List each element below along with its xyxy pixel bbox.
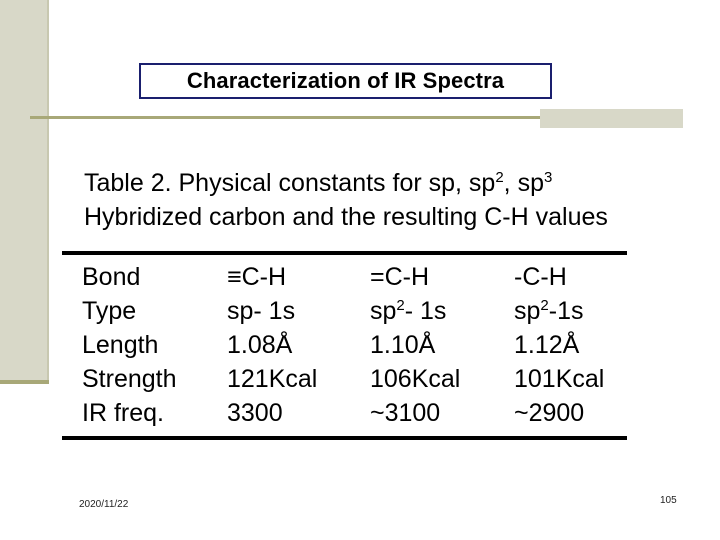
left-decor-bar-edge	[47, 0, 49, 384]
table-caption	[84, 166, 704, 234]
row-label-length: Length	[82, 331, 159, 359]
table-row-labels	[82, 260, 177, 430]
cell-ir-freq: ~2900	[514, 399, 585, 427]
caption-line-1-prefix: Table 2. Physical constants for sp, sp	[84, 169, 496, 197]
footer-page-number: 105	[660, 495, 677, 506]
left-decor-bar	[0, 0, 47, 384]
cell-length: 1.10Å	[370, 331, 436, 359]
row-label-strength: Strength	[82, 365, 177, 393]
cell-bond: =C-H	[370, 263, 430, 291]
title-underline-rule	[30, 116, 540, 119]
caption-line-1-mid: , sp	[503, 169, 544, 197]
cell-type-sup: 2	[396, 297, 405, 314]
cell-type-suffix: - 1s	[404, 297, 447, 325]
cell-length: 1.12Å	[514, 331, 580, 359]
cell-ir-freq: 3300	[227, 399, 283, 427]
table-column-sp3-alkane	[514, 260, 604, 430]
cell-ir-freq: ~3100	[370, 399, 441, 427]
caption-sup-1: 2	[495, 169, 504, 186]
table-column-sp	[227, 260, 317, 430]
cell-type-suffix: -1s	[548, 297, 584, 325]
footer-date: 2020/11/22	[79, 499, 129, 510]
cell-type-prefix: sp	[514, 297, 541, 325]
cell-type	[227, 294, 317, 328]
table-top-rule	[62, 251, 627, 255]
caption-sup-2: 3	[543, 169, 553, 186]
cell-bond: ≡C-H	[227, 263, 287, 291]
left-decor-bar-bottom	[0, 380, 49, 384]
cell-bond: -C-H	[514, 263, 567, 291]
cell-type	[514, 294, 604, 328]
cell-length: 1.08Å	[227, 331, 293, 359]
row-label-ir-freq: IR freq.	[82, 399, 164, 427]
cell-type	[370, 294, 460, 328]
cell-type-prefix: sp	[370, 297, 397, 325]
cell-type-sup: 2	[540, 297, 549, 314]
title-rule-block	[540, 109, 683, 128]
cell-strength: 101Kcal	[514, 365, 605, 393]
row-label-type: Type	[82, 297, 137, 325]
table-column-sp2-alkene	[370, 260, 460, 430]
row-label-bond: Bond	[82, 263, 141, 291]
caption-line-1	[84, 166, 704, 200]
table-bottom-rule	[62, 436, 627, 440]
cell-type-prefix: sp- 1s	[227, 297, 296, 325]
cell-strength: 106Kcal	[370, 365, 461, 393]
slide-title: Characterization of IR Spectra	[186, 68, 505, 93]
title-box	[139, 63, 552, 99]
cell-strength: 121Kcal	[227, 365, 318, 393]
caption-line-2: Hybridized carbon and the resulting C-H values	[84, 203, 608, 231]
